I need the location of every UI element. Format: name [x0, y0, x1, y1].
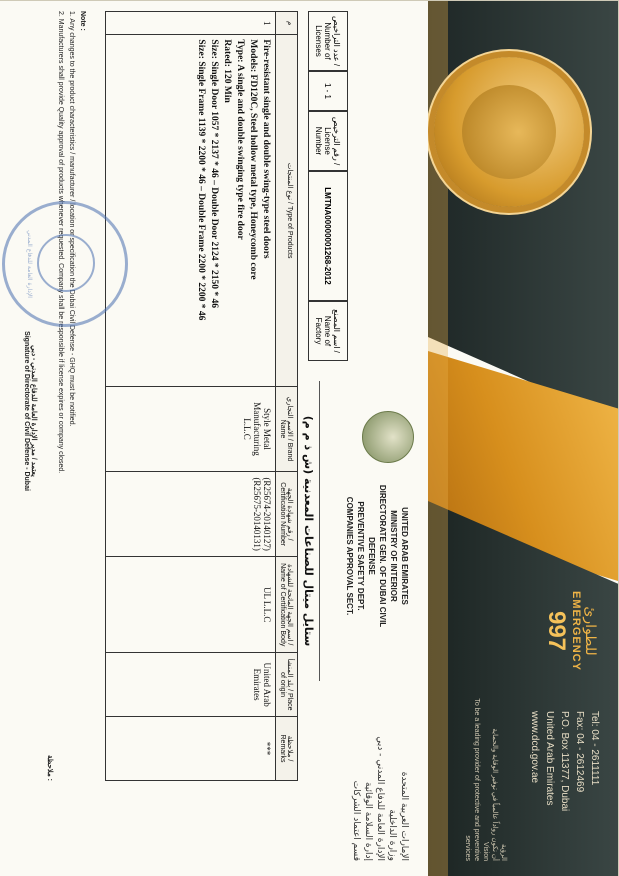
note-line: 2. Manufacturers shall provide Quality approval of products whenever requested. Company shall be responsible if license expires or company closed.: [57, 11, 64, 474]
notes-label-en: Note :: [79, 11, 86, 31]
stamp-text: الإدارة العامة للدفاع المدني: [26, 230, 33, 298]
products-table: [105, 11, 298, 781]
cell-product: [106, 35, 276, 386]
stamp-inner-ring: [37, 234, 95, 292]
ministry-en-line: DIRECTORATE GEN. OF DUBAI CIVIL DEFENSE: [367, 484, 387, 628]
header-cert-body: اسم الجهة المانحة للشهادة / Name of Certification Body: [276, 557, 298, 653]
ministry-ar-line: وزارة الداخلية: [387, 809, 397, 861]
product-line: Rated: 120 Min: [222, 39, 232, 103]
emergency-number: 997: [543, 610, 570, 652]
factory-label: اسم المصنع / Name of Factory: [308, 301, 348, 361]
contact-website: www.dcd.gov.ae: [529, 711, 540, 784]
emergency-block: [542, 561, 600, 701]
header-cert-number: رقم شهادة الجهة / Certification Number: [276, 472, 298, 557]
ministry-en-line: MINISTRY OF INTERIOR: [389, 510, 398, 602]
emergency-arabic: للطوارئ: [583, 606, 599, 656]
contact-country: United Arab Emirates: [544, 711, 555, 806]
ministry-en-line: COMPANIES APPROVAL SECT.: [345, 496, 354, 616]
cell-brand: Style Metal Manufacturing L.L.C: [106, 386, 276, 471]
contact-block: [527, 711, 602, 861]
product-line: Size: Single Frame 1139 * 2200 * 46 – Double Frame 2200 * 2200 * 46: [196, 39, 206, 321]
ministry-ar-line: قسم اعتماد الشركات: [351, 780, 361, 861]
contact-tel: Tel: 04 - 2611111: [589, 711, 600, 786]
count-label: عدد التراخيص / Number of Licenses: [308, 11, 348, 71]
ministry-en-line: UNITED ARAB EMIRATES: [400, 507, 409, 605]
license-info-row: [308, 11, 348, 361]
license-number: LMTNA00000001268-2012: [308, 171, 348, 301]
cell-no: 1: [106, 12, 276, 35]
header-origin: بلد المنشأ / Place of origin: [276, 653, 298, 717]
cell-origin: United Arab Emirates: [106, 653, 276, 717]
vision-text: [463, 691, 508, 861]
signature-block: [23, 241, 38, 581]
vision-en-title: Vision: [482, 842, 489, 861]
product-line: Type: A single and double swinging type fire door: [235, 39, 245, 240]
signature-en: Signature of Directorate of Civil Defense - Dubai: [23, 331, 30, 491]
table-row: [106, 12, 276, 781]
contact-fax: Fax: 04 - 2612469: [574, 711, 585, 793]
header-no: م: [276, 12, 298, 35]
civil-defense-emblem-icon: [434, 57, 584, 207]
ministry-ar-line: إدارة السلامة الوقائية: [363, 781, 373, 861]
ministry-english: [344, 471, 410, 641]
cell-cert-body: UL L.L.C: [106, 557, 276, 653]
table-header-row: [276, 12, 298, 781]
dept-logo-icon: [362, 411, 414, 463]
emergency-label: EMERGENCY: [570, 591, 582, 671]
license-label: رقم الترخيص / License Number: [308, 111, 348, 171]
contact-pobox: P.O. Box 11377, Dubai: [559, 711, 570, 812]
ministry-en-line: PREVENTIVE SAFETY DEPT.: [356, 501, 365, 611]
notes-label-ar: ملاحظة :: [46, 754, 53, 781]
vision-en-line: To be a leading provider of protective and preventive services: [464, 698, 480, 861]
header-type: نوع المنتجات / Type of Products: [276, 35, 298, 386]
document-body: [0, 1, 428, 876]
notes-block: [44, 11, 88, 781]
count-value: 1 - 1: [308, 71, 348, 111]
vision-ar-title: الرؤية: [500, 843, 507, 861]
signature-ar: يعتمد / مدير الإدارة العامة للدفاع المدني - دبي: [30, 345, 37, 477]
header-brand: الاسم التجاري / Brand Name: [276, 386, 298, 471]
product-line: Fire-resistant single and double swing-type steel doors: [261, 39, 271, 259]
product-line: Size: Single Door 1057 * 2137 * 46 – Double Door 2124 * 2150 * 46: [209, 39, 219, 308]
product-line: Models: FD120C, Steel hollow metal type, Honeycomb core: [248, 39, 258, 280]
note-line: 1. Any changes to the product characteristics / manufacturer / location or specification the Dubai Civil Defense - GHQ must be notified.: [68, 11, 75, 427]
cell-remarks: ***: [106, 717, 276, 781]
ministry-ar-line: الإدارة العامة للدفاع المدني - دبي: [375, 736, 385, 861]
factory-name-arabic: ستايل ميتال للصناعات المعدنية (ش ذ م م): [302, 381, 320, 681]
official-stamp-icon: [2, 201, 128, 327]
header-remarks: ملاحظة / Remarks: [276, 717, 298, 781]
vision-ar-line: أن نكون رواداً عالمياً في توفير الوقاية والحماية: [491, 728, 498, 861]
ministry-ar-line: الإمارات العربية المتحدة: [399, 771, 409, 861]
eagle-emblem-icon: [462, 85, 556, 179]
header-band: [428, 1, 618, 876]
ministry-arabic: [350, 641, 410, 861]
cell-cert-number: (R25674-20140127) (R25675-20140131): [106, 472, 276, 557]
